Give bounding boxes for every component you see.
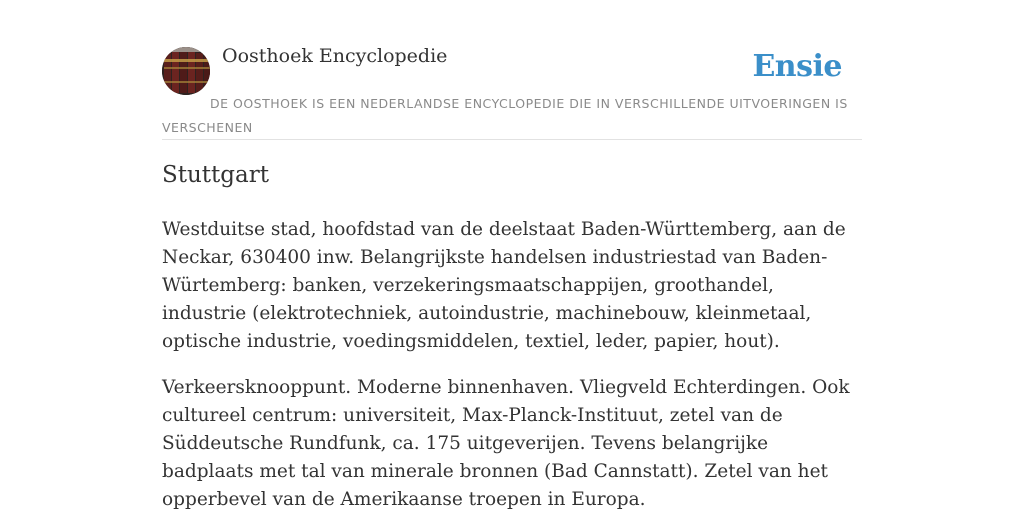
avatar[interactable] (162, 47, 210, 95)
article-paragraph: Verkeersknooppunt. Moderne binnenhaven. Vliegveld Echterdingen. Ook cultureel centrum: universiteit, Max-Planck-Instituut, zetel van de Süddeutsche Rundfunk, ca. 175 uitgeverijen. Tevens belangrijke badplaats met tal van minerale bronnen (Bad Cannstatt). Zetel van het opperbevel van de Amerikaanse troepen in Europa. (162, 377, 850, 510)
divider (162, 139, 862, 140)
article-paragraph: Westduitse stad, hoofdstad van de deelstaat Baden-Württemberg, aan de Neckar, 630400 inw. Belangrijkste handelsen industriestad van Baden-Würtemberg: banken, verzekeringsmaatschappijen, groothandel, industrie (elektrotechniek, autoindustrie, machinebouw, kleinmetaal, optische industrie, voedingsmiddelen, textiel, leder, papier, hout). (162, 219, 846, 352)
encyclopedia-books-icon (162, 47, 210, 95)
page-title: Stuttgart (162, 162, 269, 188)
tagline: DE OOSTHOEK IS EEN NEDERLANDSE ENCYCLOPEDIE DIE IN VERSCHILLENDE UITVOERINGEN IS VERSCHENEN (162, 96, 848, 135)
article-body (162, 216, 862, 512)
brand-logo[interactable]: Ensie (752, 49, 842, 84)
site-name[interactable]: Oosthoek Encyclopedie (222, 45, 448, 67)
